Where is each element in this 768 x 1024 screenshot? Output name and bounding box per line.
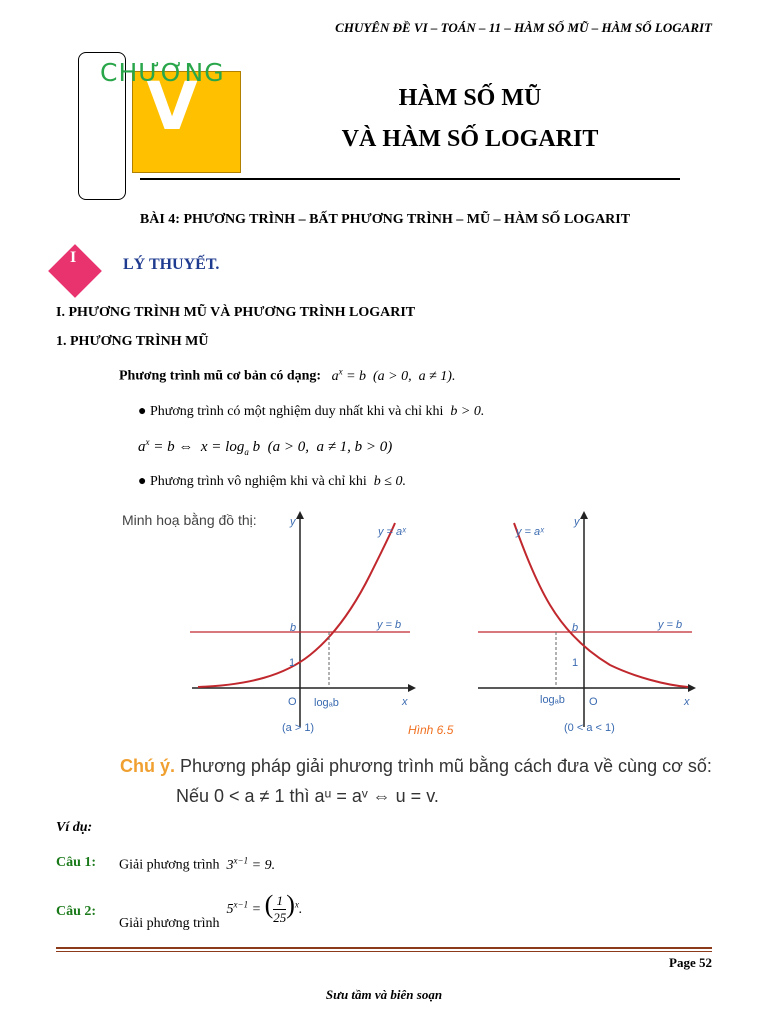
bullet2-condition: b ≤ 0. [370, 474, 406, 489]
bullet-no-solution [138, 474, 406, 490]
figure-name: Hình 6.5 [408, 723, 454, 737]
log-label-left: logₐb [314, 697, 339, 709]
footer-credit: Sưu tầm và biên soạn [325, 987, 443, 1002]
log-label-right: logₐb [540, 694, 565, 706]
x-arrow-left-icon [408, 684, 416, 692]
question1 [119, 855, 275, 874]
y-arrow-left-icon [296, 511, 304, 519]
one-label-right: 1 [572, 657, 579, 669]
line-label-left: y = b [377, 619, 402, 631]
x-arrow-right-icon [688, 684, 696, 692]
running-header: CHUYÊN ĐỀ VI – TOÁN – 11 – HÀM SỐ MŨ – HÀM SỐ LOGARIT [335, 20, 712, 35]
axis-y-label-left: y [290, 516, 296, 528]
theory-heading: LÝ THUYẾT. [123, 256, 220, 273]
theory-number: I [70, 249, 77, 266]
b-label-right: b [572, 622, 579, 634]
line-label-right: y = b [658, 619, 683, 631]
curve-label-left: y = aˣ [378, 526, 406, 538]
question2 [119, 890, 303, 940]
b-label-left: b [290, 622, 297, 634]
origin-label-left: O [288, 696, 297, 708]
footer-rule [56, 947, 712, 949]
curve-a-greater-1 [198, 523, 395, 687]
title-underline [140, 178, 680, 180]
subsection-heading: 1. PHƯƠNG TRÌNH MŨ [56, 334, 209, 349]
basic-form-label: Phương trình mũ cơ bản có dạng: [119, 368, 322, 384]
graph-a-greater-1 [190, 511, 416, 734]
cond-label-left: (a > 1) [282, 722, 315, 734]
axis-y-label-right: y [574, 516, 580, 528]
bullet1-condition: b > 0. [446, 404, 485, 419]
solution-formula: $a^x = b$ ⇔ $x = \log_a b$ (a > 0, a ≠ 1, b > 0) [138, 437, 393, 457]
axis-x-label-left: x [402, 696, 408, 708]
exponential-graph-figure [110, 505, 710, 745]
curve-label-right: y = aˣ [516, 526, 544, 538]
page-number: Page 52 [669, 955, 712, 970]
question2-text: Giải phương trình [119, 916, 220, 931]
graph-a-less-1 [478, 511, 696, 734]
question2-equation: $5^{x-1}$ = ( $\frac{1}{25}$ )$^x$. [223, 890, 303, 926]
y-arrow-right-icon [580, 511, 588, 519]
examples-heading: Ví dụ: [56, 820, 93, 835]
curve-a-less-1 [514, 523, 688, 687]
bullet2-text: Phương trình vô nghiệm khi và chỉ khi [149, 474, 367, 489]
figure-caption: Minh hoạ bằng đồ thị: [122, 512, 257, 528]
chapter-title-line2: VÀ HÀM SỐ LOGARIT [341, 126, 599, 152]
question2-label: Câu 2: [56, 904, 97, 919]
origin-label-right: O [589, 696, 598, 708]
axis-x-label-right: x [684, 696, 690, 708]
basic-form-formula: $a^x = b$ (a > 0, a ≠ 1). [324, 366, 456, 384]
section-heading: I. PHƯƠNG TRÌNH MŨ VÀ PHƯƠNG TRÌNH LOGARIT [56, 305, 416, 320]
question1-label: Câu 1: [56, 855, 97, 870]
bullet-dot-icon: ● [138, 404, 147, 419]
bullet-dot-icon: ● [138, 474, 147, 489]
question1-equation: $3^{x-1} = 9$. [223, 855, 276, 873]
lesson-title: BÀI 4: PHƯƠNG TRÌNH – BẤT PHƯƠNG TRÌNH – MŨ – HÀM SỐ LOGARIT [139, 212, 631, 227]
note-label: Chú ý. [120, 756, 176, 776]
basic-form [119, 366, 455, 385]
note-line1 [120, 756, 712, 777]
bullet-unique-solution [138, 404, 484, 420]
footer-rule-thin [56, 951, 712, 952]
cond-label-right: (0 < a < 1) [564, 722, 615, 734]
note-line2: Nếu 0 < a ≠ 1 thì aᵘ = aᵛ ⇔ u = v. [176, 786, 439, 806]
chapter-number: V [146, 68, 198, 145]
question1-text: Giải phương trình [119, 857, 220, 873]
note-text: Phương pháp giải phương trình mũ bằng cách đưa về cùng cơ số: [180, 756, 712, 776]
bullet1-text: Phương trình có một nghiệm duy nhất khi và chỉ khi [149, 404, 444, 419]
one-label-left: 1 [289, 657, 296, 669]
chapter-word: CHƯƠNG [100, 58, 225, 87]
chapter-title-line1: HÀM SỐ MŨ [398, 85, 542, 111]
